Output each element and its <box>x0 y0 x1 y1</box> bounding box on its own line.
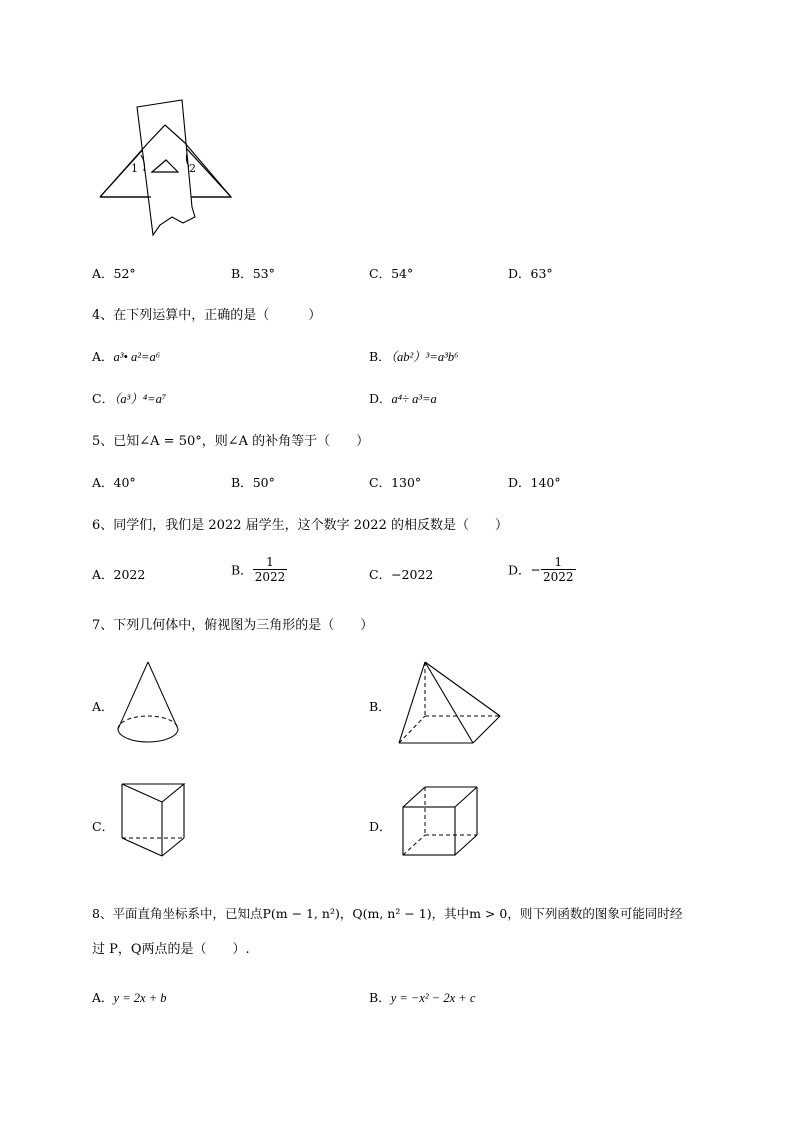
q3-option-d[interactable] <box>508 264 553 282</box>
option-label: A． <box>92 990 114 1005</box>
option-label: A． <box>92 699 114 714</box>
q7-stem: 7、下列几何体中，俯视图为三角形的是（ ） <box>92 618 374 633</box>
q8-option-a[interactable] <box>92 988 167 1006</box>
cube-icon <box>400 785 480 859</box>
option-label: B． <box>231 266 253 281</box>
option-text: 140° <box>530 475 561 490</box>
q6-option-c[interactable] <box>369 565 433 583</box>
q6-option-b[interactable] <box>231 555 287 584</box>
q7-option-c[interactable] <box>92 817 114 835</box>
pyramid-icon <box>396 660 502 746</box>
option-label: A． <box>92 349 114 364</box>
cone-icon <box>115 660 185 746</box>
q7-option-b[interactable] <box>369 697 391 715</box>
q3-option-b[interactable] <box>231 264 275 282</box>
option-label: A． <box>92 475 114 490</box>
option-label: B． <box>231 475 253 490</box>
option-label: D． <box>508 562 531 578</box>
option-label: C． <box>369 475 392 490</box>
numerator: 1 <box>541 555 576 570</box>
fraction <box>253 555 288 584</box>
numerator: 1 <box>253 555 288 570</box>
option-label: B． <box>369 699 391 714</box>
triangular-prism-icon <box>120 782 188 860</box>
option-text: 2022 <box>113 567 146 582</box>
q3-option-c[interactable] <box>369 264 413 282</box>
q5-option-d[interactable] <box>508 473 561 491</box>
q5-stem: 5、已知∠A = 50°，则∠A 的补角等于（ ） <box>92 434 370 449</box>
angle-2-label: 2 <box>189 162 196 175</box>
option-label: D． <box>369 819 392 834</box>
option-label: A． <box>92 567 114 582</box>
q4-stem: 4、在下列运算中，正确的是（ ） <box>92 308 322 323</box>
option-label: D． <box>508 475 531 490</box>
q5-option-a[interactable] <box>92 473 136 491</box>
option-label: D． <box>369 391 392 406</box>
option-text: 50° <box>252 475 275 490</box>
fraction <box>541 555 576 584</box>
option-text: 54° <box>391 266 414 281</box>
minus-sign: − <box>530 562 542 577</box>
option-text: （a³）⁴=a⁷ <box>114 392 167 406</box>
denominator: 2022 <box>254 570 286 584</box>
option-label: C． <box>369 266 392 281</box>
option-text: 52° <box>113 266 136 281</box>
q7-option-a[interactable] <box>92 697 114 715</box>
triangle-strip-figure <box>90 95 250 240</box>
q5-option-b[interactable] <box>231 473 275 491</box>
q5-option-c[interactable] <box>369 473 421 491</box>
option-text: 40° <box>113 475 136 490</box>
option-label: D． <box>508 266 531 281</box>
option-text: −2022 <box>391 567 434 582</box>
q6-stem: 6、同学们，我们是 2022 届学生，这个数字 2022 的相反数是（ ） <box>92 518 508 533</box>
option-label: B． <box>231 562 253 578</box>
q4-option-d[interactable] <box>369 389 437 407</box>
option-label: B． <box>369 990 391 1005</box>
option-label: B． <box>369 349 391 364</box>
option-label: C． <box>92 391 115 406</box>
option-text: a³• a²=a⁶ <box>113 350 161 364</box>
q8-stem-line2: 过 P，Q两点的是（ ）. <box>92 942 250 957</box>
option-text: y = −x² − 2x + c <box>390 991 476 1005</box>
q8-stem-line1: 8、平面直角坐标系中，已知点P(m − 1, n²)，Q(m, n² − 1)，其中m > 0，则下列函数的图象可能同时经 <box>92 906 683 921</box>
option-text: a⁴÷ a³=a <box>391 392 437 406</box>
q7-option-d[interactable] <box>369 817 392 835</box>
q3-option-a[interactable] <box>92 264 136 282</box>
q6-option-d[interactable] <box>508 555 576 584</box>
q4-option-c[interactable] <box>92 389 166 407</box>
angle-1-label: 1 <box>131 162 138 175</box>
q4-option-b[interactable] <box>369 347 458 365</box>
denominator: 2022 <box>543 570 574 584</box>
option-label: C． <box>369 567 392 582</box>
option-label: C． <box>92 819 115 834</box>
q6-option-a[interactable] <box>92 565 145 583</box>
q4-option-a[interactable] <box>92 347 160 365</box>
option-label: A． <box>92 266 114 281</box>
option-text: y = 2x + b <box>113 991 167 1005</box>
q8-option-b[interactable] <box>369 988 475 1006</box>
option-text: 53° <box>252 266 275 281</box>
option-text: （ab²）³=a³b⁶ <box>390 350 459 364</box>
option-text: 130° <box>391 475 422 490</box>
option-text: 63° <box>530 266 553 281</box>
